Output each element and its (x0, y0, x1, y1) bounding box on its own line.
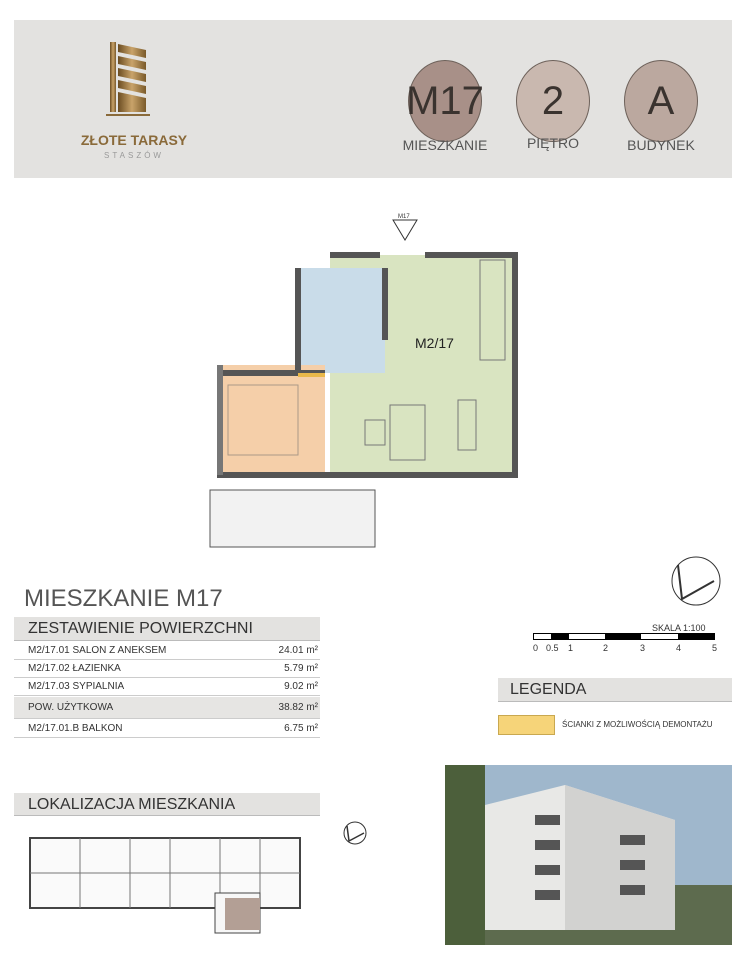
legend-heading: LEGENDA (498, 678, 732, 702)
building-logo-icon (104, 40, 164, 120)
building-badge: A (624, 60, 698, 142)
area-row (14, 642, 320, 660)
area-name: M2/17.02 ŁAZIENKA (28, 663, 121, 674)
floor-badge: 2 (516, 60, 590, 142)
area-value: 5.79 m² (284, 663, 318, 674)
area-value: 24.01 m² (278, 645, 318, 656)
area-value: 38.82 m² (278, 702, 318, 713)
page-title: MIESZKANIE M17 (24, 585, 223, 612)
area-name: M2/17.03 SYPIALNIA (28, 681, 125, 692)
legend-item: ŚCIANKI Z MOŻLIWOŚCIĄ DEMONTAŻU (562, 720, 713, 729)
area-value: 9.02 m² (284, 681, 318, 692)
scale-tick: 0 (533, 643, 539, 653)
area-value: 6.75 m² (284, 723, 318, 734)
unit-label: M2/17 (415, 335, 454, 351)
location-heading: LOKALIZACJA MIESZKANIA (14, 793, 320, 816)
scale-tick: 0.5 (546, 643, 559, 653)
entry-marker: M17 (398, 214, 410, 220)
floor-plan (200, 210, 550, 555)
brand-city: STASZÓW (104, 151, 164, 160)
scale-tick: 1 (568, 643, 574, 653)
area-name: POW. UŻYTKOWA (28, 702, 114, 713)
header-banner (14, 20, 732, 178)
scale-bar (533, 633, 728, 641)
building-badge-label: BUDYNEK (627, 137, 695, 153)
building-photo (445, 765, 732, 945)
location-site-plan (20, 828, 320, 938)
area-row (14, 660, 320, 678)
scale-tick: 4 (676, 643, 682, 653)
area-total-row (14, 697, 320, 719)
apartment-badge-label: MIESZKANIE (402, 137, 488, 153)
brand-name: ZŁOTE TARASY (80, 132, 188, 148)
scale-label: SKALA 1:100 (652, 623, 706, 633)
floor-badge-label: PIĘTRO (526, 135, 580, 151)
compass-icon (668, 555, 724, 607)
apartment-badge: M17 (408, 60, 482, 142)
areas-heading: ZESTAWIENIE POWIERZCHNI (14, 617, 320, 641)
legend-swatch (498, 715, 555, 735)
area-name: M2/17.01.B BALKON (28, 723, 123, 734)
compass-small-icon (340, 820, 370, 846)
area-name: M2/17.01 SALON Z ANEKSEM (28, 645, 167, 656)
area-row (14, 720, 320, 738)
scale-tick: 3 (640, 643, 646, 653)
scale-tick: 2 (603, 643, 609, 653)
area-row (14, 678, 320, 696)
scale-tick: 5 (712, 643, 718, 653)
